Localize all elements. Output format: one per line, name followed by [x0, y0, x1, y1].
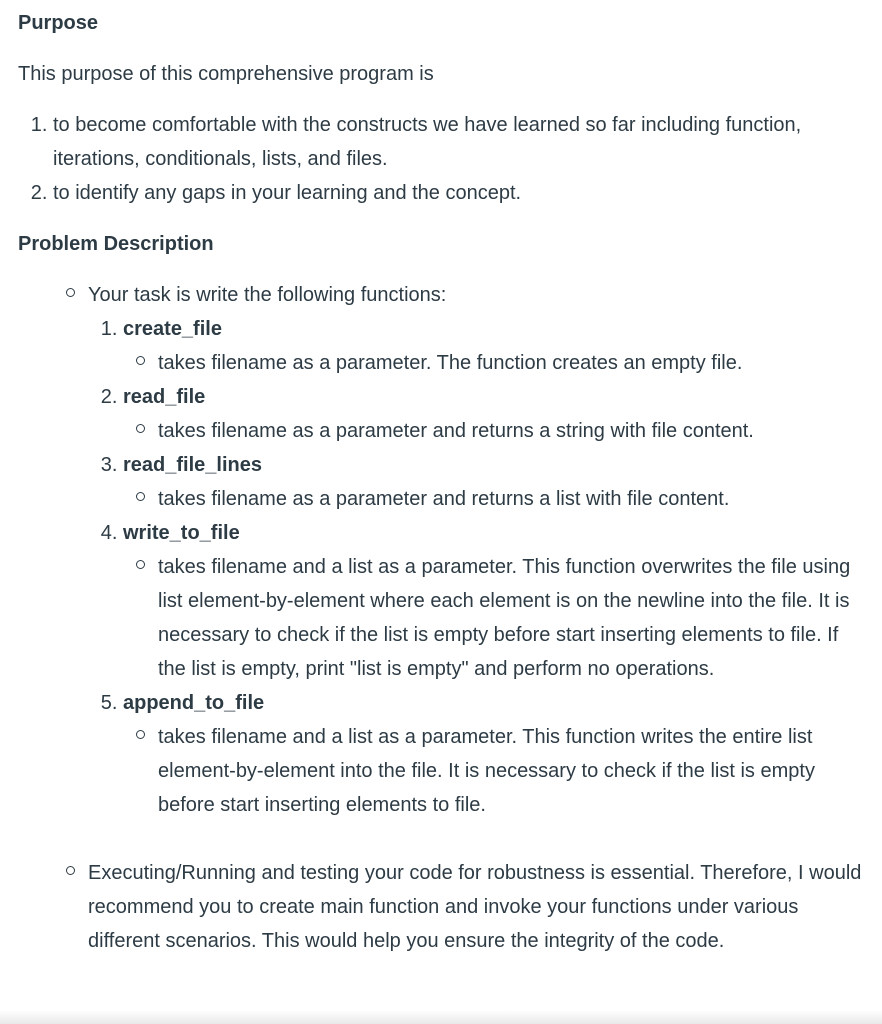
assignment-content: [18, 6, 868, 958]
hollow-bullet-icon: [63, 278, 77, 312]
function-name: read_file_lines: [123, 454, 262, 476]
function-name: read_file: [123, 386, 206, 408]
purpose-item: 2. to identify any gaps in your learning and the concept.: [53, 176, 868, 210]
function-description-text: takes filename and a list as a parameter. This function writes the entire list element-by-element into the file. It is necessary to check if the list is empty before start inserting elements to file.: [158, 726, 815, 816]
task-item: [88, 278, 868, 856]
testing-note: Executing/Running and testing your code for robustness is essential. Therefore, I would recommend you to create main function and invoke your functions under various different scenarios. This would help you ensure the integrity of the code.: [88, 862, 862, 952]
function-description: [158, 414, 868, 448]
function-item: [123, 380, 868, 448]
function-item: [123, 686, 868, 822]
testing-item: [88, 856, 868, 958]
function-details: [123, 414, 868, 448]
purpose-heading: Purpose: [18, 12, 99, 34]
function-description-text: takes filename and a list as a parameter. This function overwrites the file using list element-by-element where each element is on the newline into the file. It is necessary to check if the list is empty before start inserting elements to file. If the list is empty, print "list is empty" and perform no operations.: [158, 556, 851, 680]
hollow-bullet-icon: [133, 482, 147, 516]
hollow-bullet-icon: [63, 856, 77, 890]
function-item: [123, 312, 868, 380]
hollow-bullet-icon: [133, 414, 147, 448]
purpose-list: [18, 108, 868, 210]
function-details: [123, 482, 868, 516]
function-description: [158, 346, 868, 380]
function-description-text: takes filename as a parameter and returns a string with file content.: [158, 420, 754, 442]
function-details: [123, 720, 868, 822]
function-description-text: takes filename as a parameter and returns a list with file content.: [158, 488, 730, 510]
problem-description-heading: Problem Description: [18, 233, 214, 255]
function-description: [158, 720, 868, 822]
function-details: [123, 550, 868, 686]
function-item: [123, 448, 868, 516]
function-description: [158, 550, 868, 686]
task-intro: Your task is write the following functions:: [88, 284, 447, 306]
bottom-fade: [0, 1010, 882, 1024]
function-description: [158, 482, 868, 516]
function-description-text: takes filename as a parameter. The function creates an empty file.: [158, 352, 743, 374]
hollow-bullet-icon: [133, 550, 147, 584]
function-name: create_file: [123, 318, 222, 340]
function-name: append_to_file: [123, 692, 265, 714]
functions-list: [88, 312, 868, 822]
problem-list: [18, 278, 868, 958]
purpose-item: 1. to become comfortable with the constructs we have learned so far including function, iterations, conditionals, lists, and files.: [53, 108, 868, 176]
function-name: write_to_file: [123, 522, 240, 544]
purpose-intro: This purpose of this comprehensive program is: [18, 63, 434, 85]
hollow-bullet-icon: [133, 720, 147, 754]
function-details: [123, 346, 868, 380]
function-item: [123, 516, 868, 686]
spacer: [88, 822, 868, 856]
hollow-bullet-icon: [133, 346, 147, 380]
